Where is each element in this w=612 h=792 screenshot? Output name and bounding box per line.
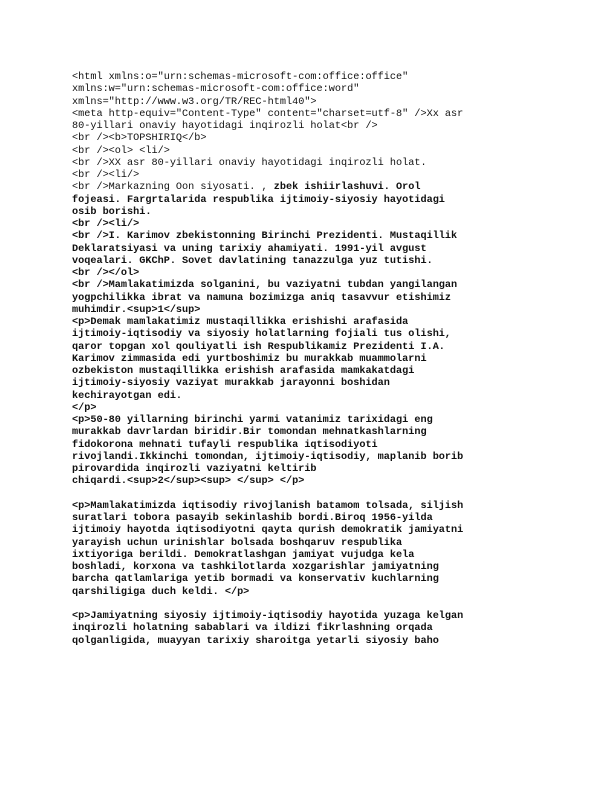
- text-line: <br /><li/>: [72, 219, 140, 230]
- text-line: <html xmlns:o="urn:schemas-microsoft-com:office:office": [72, 72, 409, 83]
- text-line: </p>: [72, 402, 97, 414]
- text-line: inqirozli holatning sabablari va ildizi fikrlashning orqada: [72, 623, 433, 635]
- text-line: qaror topgan xol qouliyatli ish Respublikamiz Prezidenti I.A.: [72, 341, 445, 353]
- text-line: xmlns:w="urn:schemas-microsoft-com:office:word": [72, 84, 360, 96]
- text-segment-normal: <br />Markazning Oon siyosati. ,: [72, 182, 268, 194]
- text-line: <meta http-equiv="Content-Type" content="charset=utf-8" />Xx asr: [72, 108, 464, 120]
- text-line: <br />I. Karimov zbekistonning Birinchi Prezidenti. Mustaqillik: [72, 231, 458, 243]
- document-body: [72, 72, 552, 648]
- text-segment-bold: zbek ishiirlashuvi. Orol: [267, 182, 421, 194]
- text-line: <p>50-80 yillarning birinchi yarmi vatanimiz tarixidagi eng: [72, 415, 433, 426]
- text-line: ijtimoiy-iqtisodiy va siyosiy holatlarning fojiali tus olishi,: [72, 329, 452, 341]
- text-line: rivojlandi.Ikkinchi tomondan, ijtimoiy-iqtisodiy, maplanib borib: [72, 451, 464, 463]
- text-line: Deklaratsiyasi va uning tarixiy ahamiyati. 1991-yil avgust: [72, 243, 427, 255]
- text-line: pirovardida inqirozli vaziyatni keltirib: [72, 464, 317, 475]
- text-line: chiqardi.<sup>2</sup><sup> </sup> </p>: [72, 476, 305, 488]
- text-line: muhimdir.<sup>1</sup>: [72, 304, 201, 316]
- blank-line: [72, 489, 552, 501]
- text-line: <p>Jamiyatning siyosiy ijtimoiy-iqtisodiy hayotida yuzaga kelgan: [72, 611, 464, 622]
- text-line: ixtiyoriga berildi. Demokratlashgan jamiyat vujudga kela: [72, 549, 415, 561]
- text-line: fojeasi. Fargrtalarida respublika ijtimoiy-siyosiy hayotidagi: [72, 194, 445, 206]
- text-line: <br /></ol>: [72, 268, 140, 279]
- text-line: qolganligida, muayyan tarixiy sharoitga yetarli siyosiy baho: [72, 635, 439, 647]
- text-line: ijtimoiy-siyosiy vaziyat murakkab jarayonni boshidan: [72, 378, 390, 390]
- text-line: <br /><ol> <li/>: [72, 145, 170, 157]
- text-line: <br />Mamlakatimizda solganini, bu vaziyatni tubdan yangilangan: [72, 280, 458, 292]
- text-line: boshladi, korxona va tashkilotlarda xozgarishlar jamiyatning: [72, 562, 439, 573]
- text-line: suratlari tobora pasayib sekinlashib bordi.Biroq 1956-yilda: [72, 513, 433, 524]
- text-line: yogpchilikka ibrat va namuna bozimizga aniq tasavvur etishimiz: [72, 292, 452, 304]
- text-line: voqealari. GKChP. Sovet davlatining tanazzulga yuz tutishi.: [72, 255, 433, 267]
- text-line: ijtimoiy hayotda iqtisodiyotni qayta qurish demokratik jamiyatni: [72, 525, 464, 537]
- text-line: yarayish uchun urinishlar bolsada boshqaruv respublika: [72, 537, 403, 549]
- text-line: 80-yillari onaviy hayotidagi inqirozli holat<br />: [72, 121, 378, 132]
- text-line: kechirayotgan edi.: [72, 390, 183, 402]
- text-line: qarshiligiga duch keldi. </p>: [72, 586, 250, 598]
- text-line: Karimov zimmasida edi yurtboshimiz bu murakkab muammolarni: [72, 353, 427, 365]
- blank-line: [72, 599, 552, 611]
- text-line: <br /><b>TOPSHIRIQ</b>: [72, 133, 207, 145]
- text-line: ozbekiston mustaqillikka erishish arafasida mamkakatdagi: [72, 366, 415, 377]
- text-line: [72, 182, 552, 194]
- text-line: fidokorona mehnati tufayli respublika iqtisodiyoti: [72, 439, 378, 451]
- text-line: <p>Mamlakatimizda iqtisodiy rivojlanish batamom tolsada, siljish: [72, 500, 464, 512]
- text-line: <br />XX asr 80-yillari onaviy hayotidagi inqirozli holat.: [72, 157, 427, 169]
- text-line: osib borishi.: [72, 206, 152, 218]
- text-line: <br /><li/>: [72, 170, 140, 181]
- text-line: murakkab davrlardan biridir.Bir tomondan mehnatkashlarning: [72, 427, 427, 439]
- text-line: barcha qatlamlariga yetib bormadi va konservativ kuchlarning: [72, 574, 439, 586]
- text-line: <p>Demak mamlakatimiz mustaqillikka erishishi arafasida: [72, 317, 409, 328]
- text-line: xmlns="http://www.w3.org/TR/REC-html40">: [72, 96, 317, 108]
